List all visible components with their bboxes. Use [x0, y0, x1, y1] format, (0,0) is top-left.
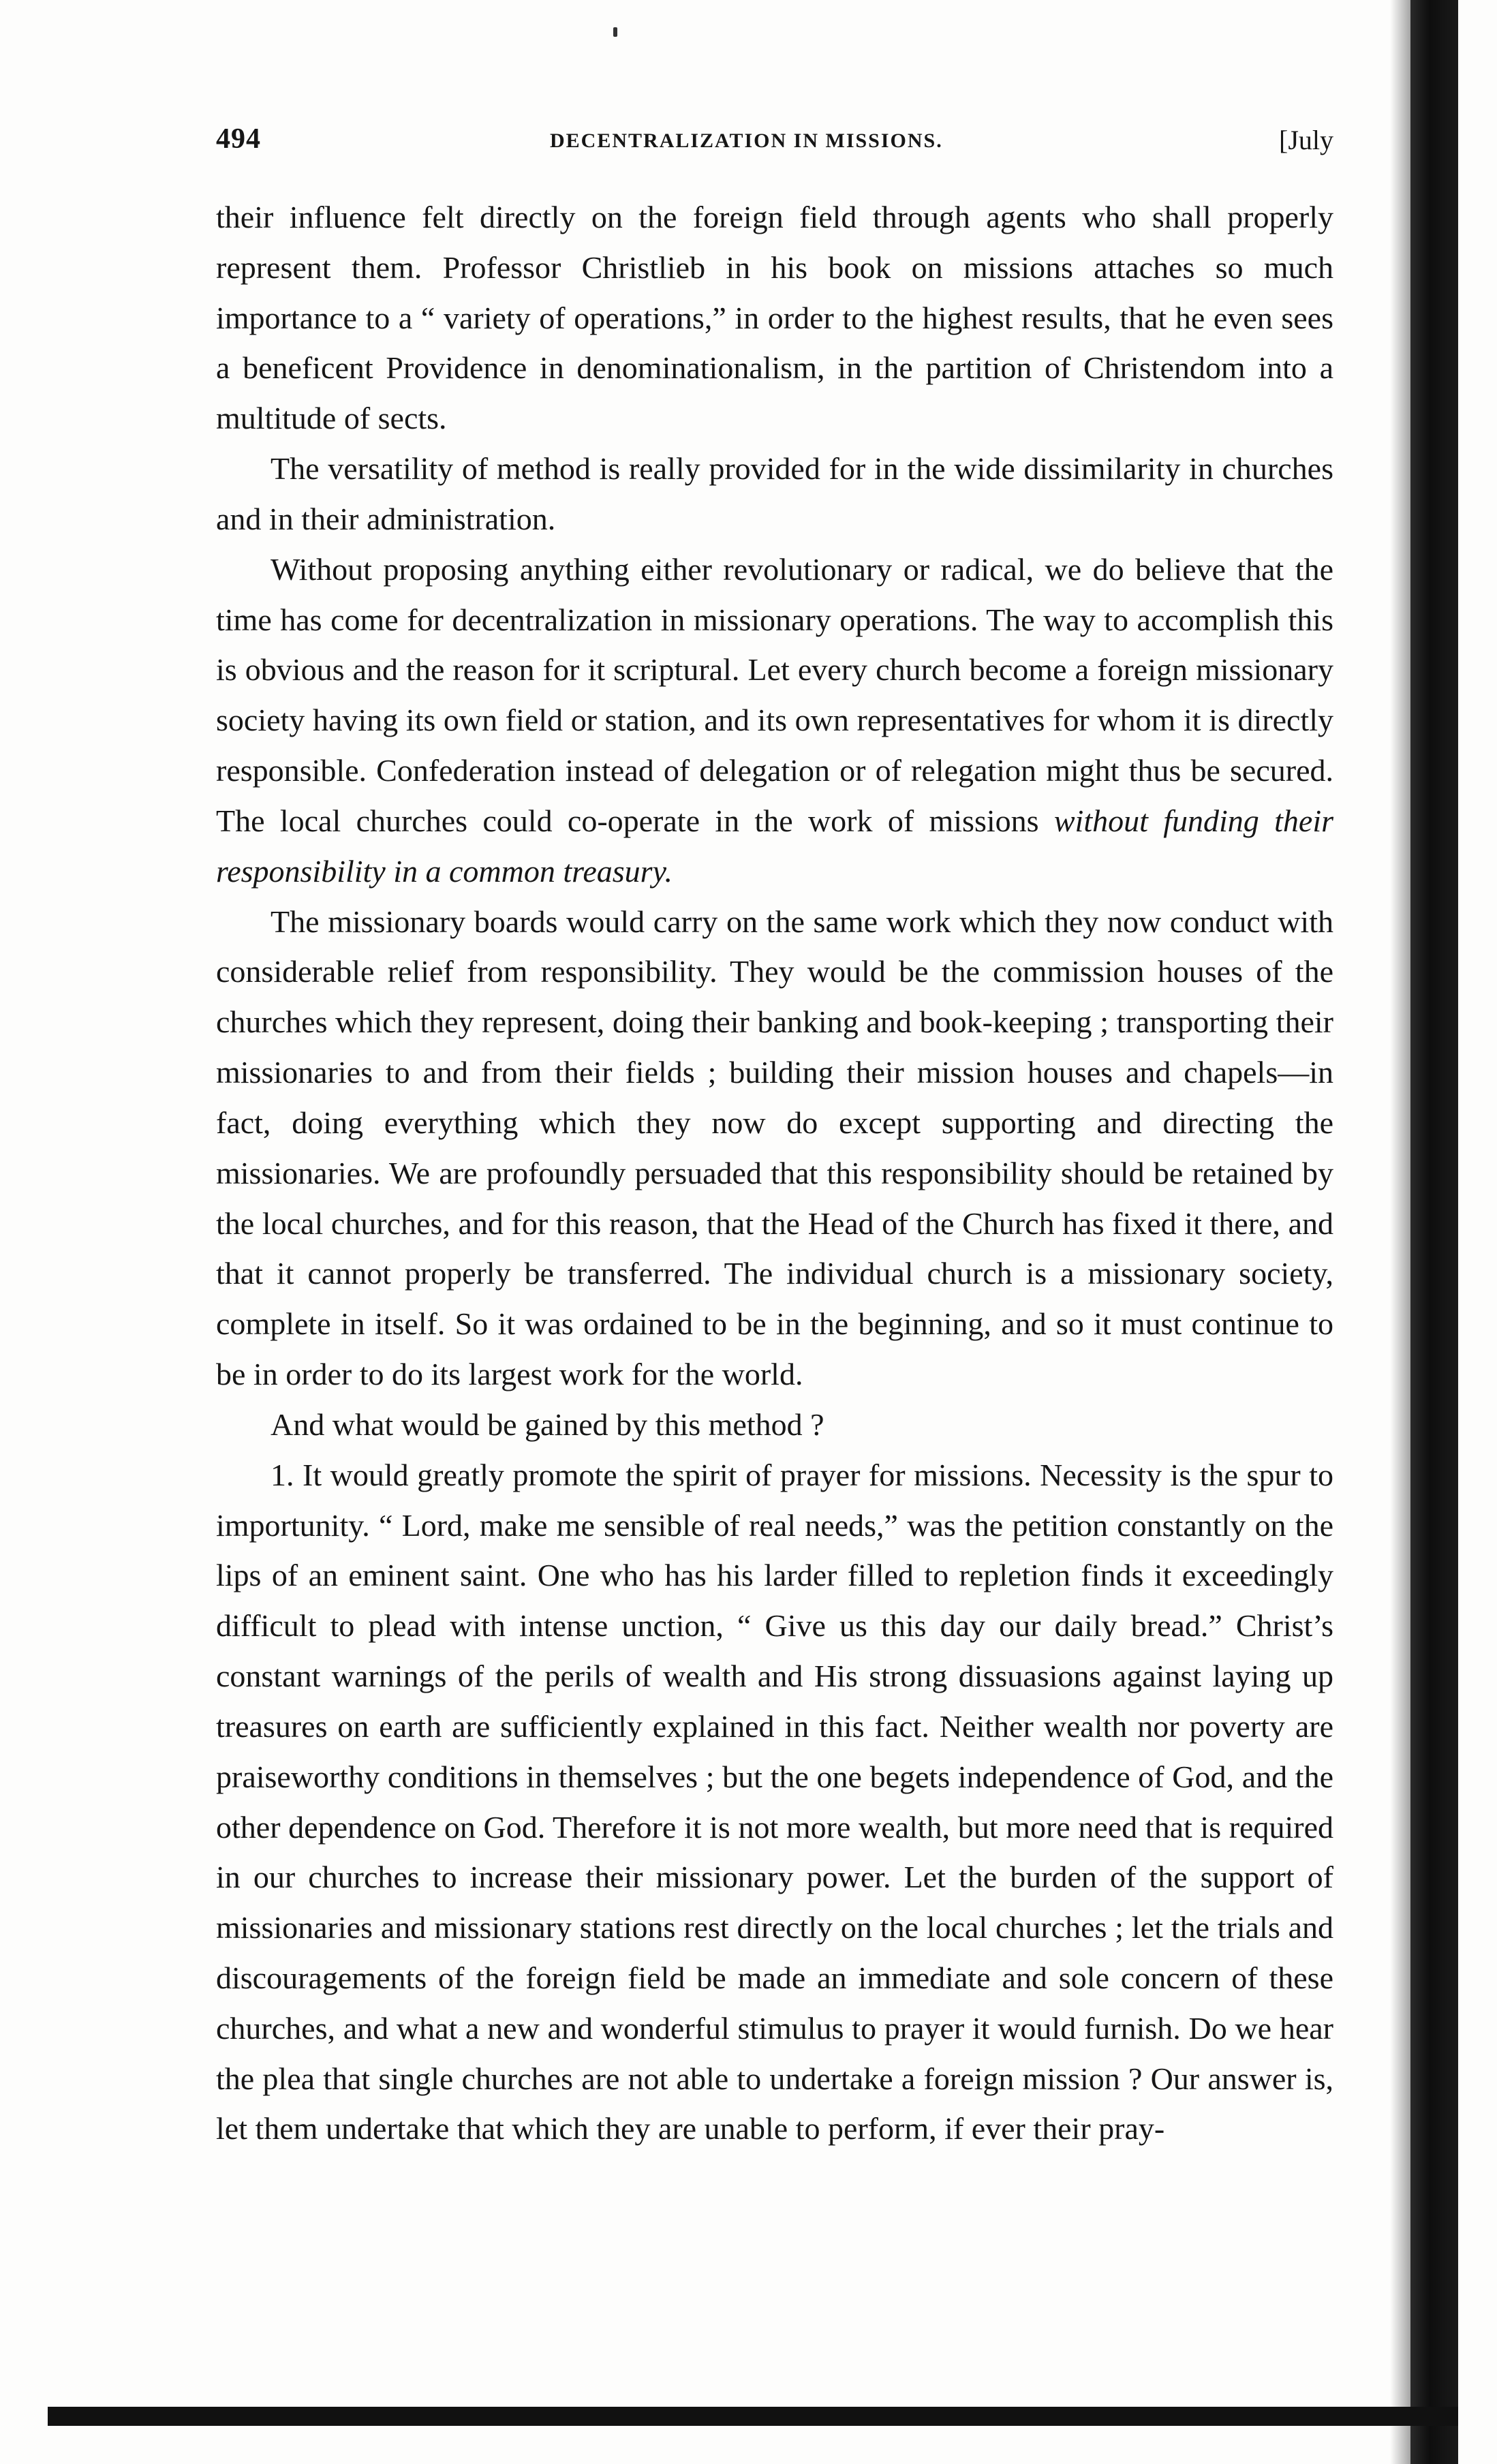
scan-bottom-edge [48, 2407, 1458, 2426]
page-header [216, 123, 1333, 170]
paragraph-text: 1. It would greatly promote the spirit of prayer for missions. Necessity is the spur to importunity. “ Lord, make me sensible of real needs,” was the petition constantly on the lips of an eminent saint. One who has his larder filled to repletion finds it exceedingly difficult to plead with intense unction, “ Give us this day our daily bread.” Christ’s constant warnings of the perils of wealth and His strong dissuasions against laying up treasures on earth are sufficiently explained in this fact. Neither wealth nor poverty are praiseworthy conditions in themselves ; but the one begets independence of God, and the other dependence on God. Therefore it is not more wealth, but more need that is required in our churches to increase their missionary power. Let the burden of the support of missionaries and missionary stations rest directly on the local churches ; let the trials and discouragements of the foreign field be made an immediate and sole concern of these churches, and what a new and wonderful stimulus to prayer it would furnish. Do we hear the plea that single churches are not able to undertake a foreign mission ? Our answer is, let them undertake that which they are unable to perform, if ever their pray- [216, 1457, 1333, 2146]
running-title: DECENTRALIZATION IN MISSIONS. [550, 129, 943, 152]
paragraph-text: The missionary boards would carry on the same work which they now conduct with considerable relief from responsibility. They would be the commission houses of the churches which they represent, doing their banking and book-keeping ; transporting their missionaries to and from their fields ; building their mission houses and chapels—in fact, doing everything which they now do except supporting and directing the missionaries. We are profoundly persuaded that this responsibility should be retained by the local churches, and for this reason, that the Head of the Church has fixed it there, and that it cannot properly be transferred. The individual church is a missionary society, complete in itself. So it was ordained to be in the beginning, and so it must continue to be in order to do its largest work for the world. [216, 904, 1333, 1392]
italic-phrase: without funding their responsibility in a common treasury. [216, 803, 1334, 889]
paragraph-text: their influence felt directly on the foreign field through agents who shall properly represent them. Professor Christlieb in his book on missions attaches so much importance to a “ variety of operations,” in order to the highest results, that he even sees a beneficent Providence in denominationalism, in the partition of Christendom into a multitude of sects. [216, 200, 1333, 436]
scan-speck [613, 27, 617, 37]
binding-edge [1410, 0, 1458, 2464]
paragraph-4 [216, 897, 1333, 1400]
paragraph-text: The versatility of method is really provided for in the wide dissimilarity in churches and in their administration. [216, 451, 1333, 536]
article-body [216, 192, 1333, 2154]
issue-month: [July [1279, 125, 1333, 155]
paragraph-2 [216, 444, 1333, 544]
paragraph-1 [216, 192, 1333, 444]
paragraph-6 [216, 1450, 1333, 2155]
page-number: 494 [216, 123, 261, 155]
binding-shadow [1390, 0, 1410, 2464]
paragraph-text: And what would be gained by this method ? [271, 1406, 824, 1442]
paragraph-text: Without proposing anything either revolutionary or radical, we do believe that the time has come for decentralization in missionary operations. The way to accomplish this is obvious and the reason for it scriptural. Let every church become a foreign missionary society having its own field or station, and its own representatives for whom it is directly responsible. Confederation instead of delegation or of relegation might thus be secured. The local churches could co-operate in the work of missions [216, 551, 1333, 838]
paragraph-5 [216, 1400, 1333, 1450]
paragraph-3 [216, 544, 1333, 897]
